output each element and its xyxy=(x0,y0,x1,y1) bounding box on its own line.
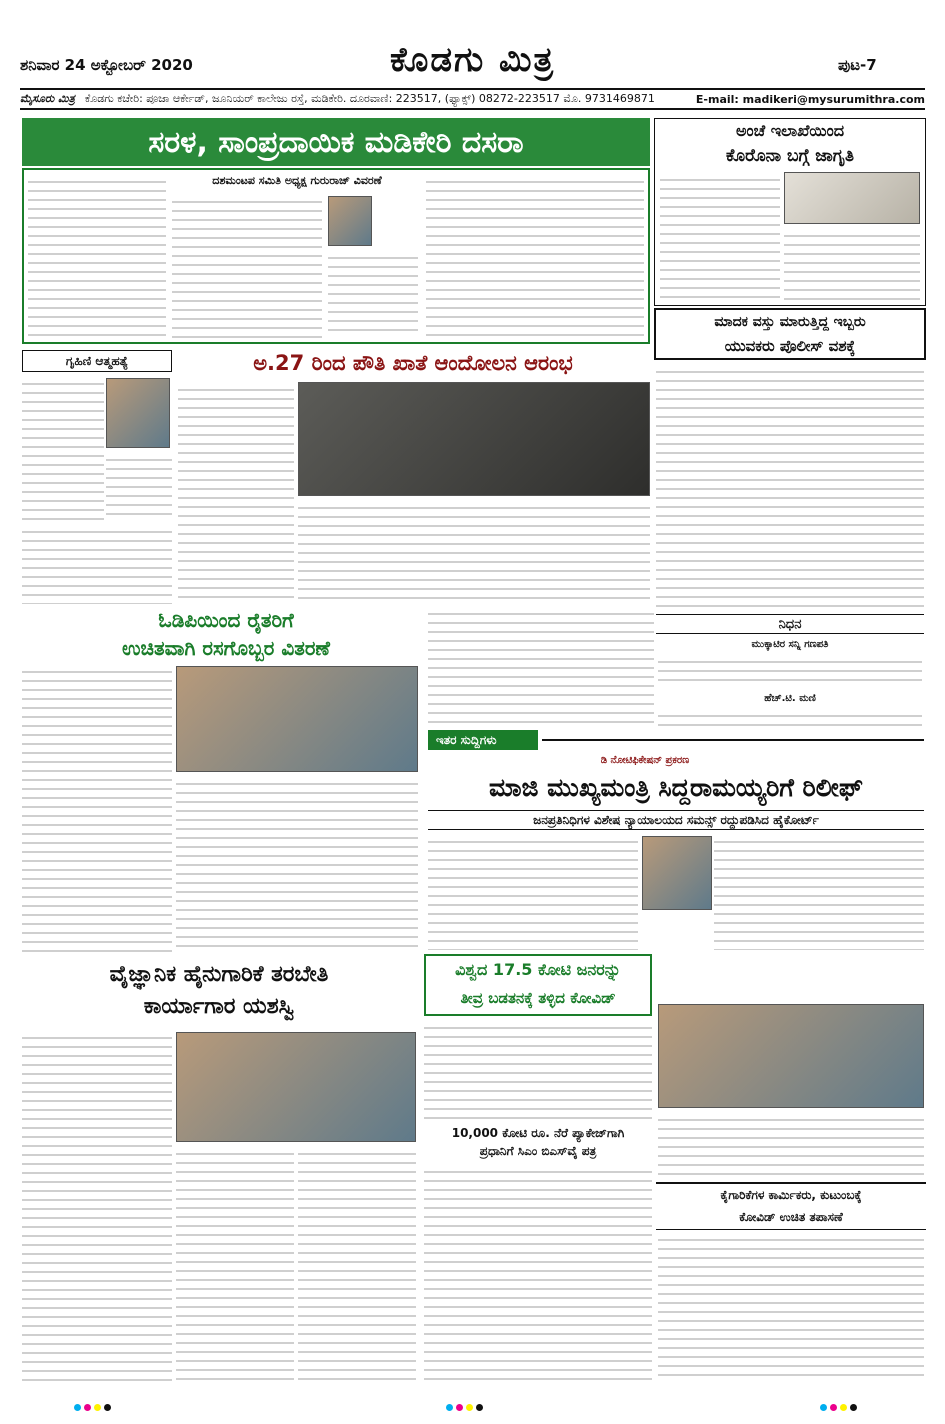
nidhana-label: ನಿಧನ xyxy=(656,614,924,634)
dasara-column-3 xyxy=(328,250,418,338)
donation-caption xyxy=(658,1112,924,1176)
grihini-column-3 xyxy=(22,524,172,604)
registration-marks-right xyxy=(820,1404,857,1411)
dasara-column-4 xyxy=(426,174,644,338)
dasara-column-2 xyxy=(172,194,322,338)
anche-headline-2: ಕೊರೊನಾ ಬಗ್ಗೆ ಜಾಗೃತಿ xyxy=(725,146,855,166)
package-headline-1: 10,000 ಕೋಟಿ ರೂ. ನೆರೆ ಪ್ಯಾಕೇಜ್‌ಗಾಗಿ xyxy=(451,1125,625,1140)
hynugarike-column-2 xyxy=(176,1146,294,1382)
hynugarike-column-1 xyxy=(22,1030,172,1382)
karmikaru-headline-2: ಕೋವಿಡ್ ಉಚಿತ ತಪಾಸಣೆ xyxy=(739,1209,843,1224)
odp-column-1 xyxy=(22,664,172,954)
office-strip xyxy=(20,88,925,110)
dasara-column-1 xyxy=(28,174,166,338)
madaka-headline-2: ಯುವಕರು ಪೊಲೀಸ್ ವಶಕ್ಕೆ xyxy=(724,337,856,355)
madaka-body xyxy=(656,364,924,612)
odp-body xyxy=(176,776,418,954)
hynugarike-photo xyxy=(176,1032,416,1142)
pouthi-body xyxy=(298,500,650,602)
siddaramaiah-headline: ಮಾಜಿ ಮುಖ್ಯಮಂತ್ರಿ ಸಿದ್ದರಾಮಯ್ಯರಿಗೆ ರಿಲೀಫ್ xyxy=(489,773,863,802)
pouthi-headline: ಅ.27 ರಿಂದ ಪೌತಿ ಖಾತೆ ಆಂದೋಲನ ಆರಂಭ xyxy=(253,350,573,375)
donation-photo xyxy=(658,1004,924,1108)
odp-headline-1: ಓಡಿಪಿಯಿಂದ ರೈತರಿಗೆ xyxy=(158,608,294,632)
grihini-photo xyxy=(106,378,170,448)
grihini-headline: ಗೃಹಿಣಿ ಆತ್ಮಹತ್ಯೆ xyxy=(22,350,172,372)
madaka-headline-1: ಮಾದಕ ವಸ್ತು ಮಾರುತ್ತಿದ್ದ ಇಬ್ಬರು xyxy=(714,314,866,330)
grihini-column-2 xyxy=(106,452,172,520)
karmikaru-body xyxy=(658,1232,924,1382)
odp-headline-2: ಉಚಿತವಾಗಿ ರಸಗೊಬ್ಬರ ವಿತರಣೆ xyxy=(122,636,330,660)
hynugarike-headline-2: ಕಾರ್ಯಾಗಾರ ಯಶಸ್ವಿ xyxy=(143,993,295,1019)
package-headline-2: ಪ್ರಧಾನಿಗೆ ಸಿಎಂ ಬಿಎಸ್‌ವೈ ಪತ್ರ xyxy=(479,1143,597,1158)
package-body xyxy=(424,1164,652,1382)
siddaramaiah-photo xyxy=(642,836,712,910)
odp-distribution-photo xyxy=(176,666,418,772)
siddaramaiah-kicker: ಡಿ ನೋಟಿಫಿಕೇಷನ್ ಪ್ರಕರಣ xyxy=(600,754,690,766)
karmikaru-headline-1: ಕೈಗಾರಿಕೆಗಳ ಕಾರ್ಮಿಕರು, ಕುಟುಂಬಕ್ಕೆ xyxy=(720,1187,862,1202)
page-number: ಪುಟ-7 xyxy=(838,56,877,74)
nidhana-body-2 xyxy=(658,708,922,730)
covid-body xyxy=(424,1020,652,1120)
hynugarike-headline-1: ವೈಜ್ಞಾನಿಕ ಹೈನುಗಾರಿಕೆ ತರಬೇತಿ xyxy=(109,961,329,987)
grihini-column-1 xyxy=(22,376,104,520)
registration-marks-left xyxy=(74,1404,111,1411)
dasara-subhead: ದಶಮಂಟಪ ಸಮಿತಿ ಅಧ್ಯಕ್ಷ ಗುರುರಾಜ್ ವಿವರಣೆ xyxy=(212,174,382,187)
newspaper-title: ಕೊಡಗು ಮಿತ್ರ xyxy=(389,40,555,80)
registration-marks-center xyxy=(446,1404,483,1411)
issue-date: ಶನಿವಾರ 24 ಅಕ್ಟೋಬರ್ 2020 xyxy=(20,56,193,74)
covid-headline-2: ತೀವ್ರ ಬಡತನಕ್ಕೆ ತಳ್ಳಿದ ಕೋವಿಡ್ xyxy=(460,989,616,1007)
pouthi-meeting-photo xyxy=(298,382,650,496)
siddaramaiah-subhead: ಜನಪ್ರತಿನಿಧಿಗಳ ವಿಶೇಷ ನ್ಯಾಯಾಲಯದ ಸಮನ್ಸ್ ರದ್ದುಪಡಿಸಿದ ಹೈಕೋರ್ಟ್ xyxy=(428,810,924,830)
itara-label: ಇತರ ಸುದ್ದಿಗಳು xyxy=(428,730,538,750)
pouthi-column-1 xyxy=(178,382,294,602)
strip-logo: ಮೈಸೂರು ಮಿತ್ರ xyxy=(20,92,75,105)
anche-column-2 xyxy=(784,228,920,302)
siddaramaiah-column-1 xyxy=(428,834,638,950)
strip-email[interactable]: E-mail: madikeri@mysurumithra.com xyxy=(695,92,925,106)
strip-address: ಕೊಡಗು ಕಚೇರಿ: ಪೂಜಾ ಆರ್ಕೇಡ್, ಜೂನಿಯರ್ ಕಾಲೇಜು ರಸ್ತೆ, ಮಡಿಕೇರಿ. ದೂರವಾಣಿ: 223517, (ಫ್ಯಾಕ್ಸ್) 08272-223517 ಮೊ. 9731469871 xyxy=(84,92,655,105)
dasara-headline: ಸರಳ, ಸಾಂಪ್ರದಾಯಿಕ ಮಡಿಕೇರಿ ದಸರಾ xyxy=(22,118,650,166)
anche-headline-1: ಅಂಚೆ ಇಲಾಖೆಯಿಂದ xyxy=(735,121,845,140)
covid-headline-1: ವಿಶ್ವದ 17.5 ಕೋಟಿ ಜನರನ್ನು xyxy=(455,960,621,979)
gururaj-photo xyxy=(328,196,372,246)
nidhana-name-2: ಹೆಚ್.ಟಿ. ಮಣಿ xyxy=(764,692,816,704)
nidhana-body-1 xyxy=(658,654,922,688)
pouthi-continued xyxy=(428,606,654,726)
nidhana-name-1: ಮುಕ್ಕಾಟಿರ ಸನ್ನಿ ಗಣಪತಿ xyxy=(751,638,829,650)
siddaramaiah-column-2 xyxy=(714,834,924,950)
hynugarike-column-3 xyxy=(298,1146,416,1382)
itara-rule xyxy=(542,739,924,741)
anche-poster-photo xyxy=(784,172,920,224)
anche-column-1 xyxy=(660,172,780,302)
